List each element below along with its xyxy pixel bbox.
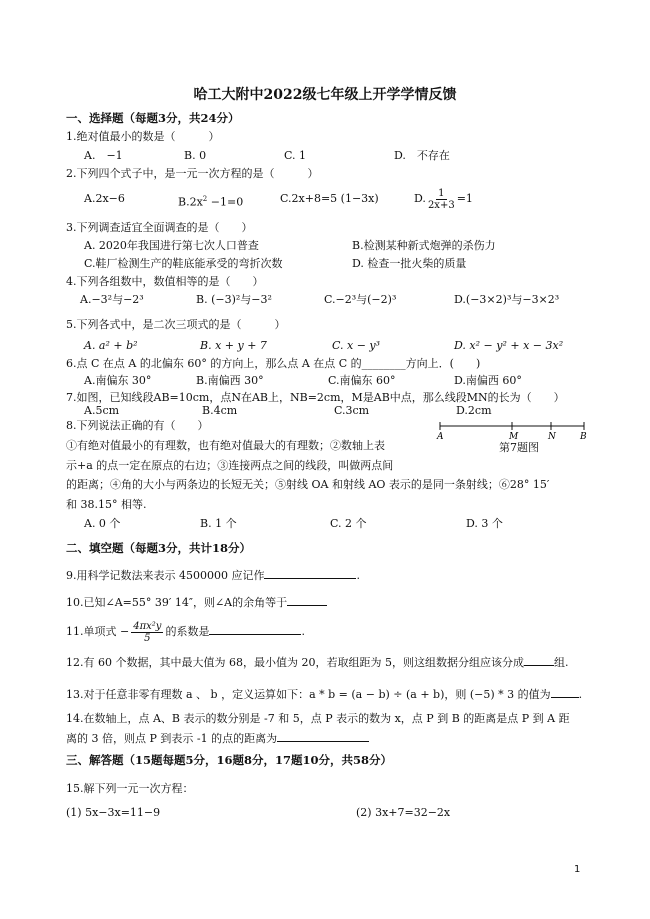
q5-option-b: B. x + y + 7 xyxy=(200,339,267,352)
q1-stem: 1.绝对值最小的数是（ ） xyxy=(66,130,220,143)
q7-option-a: A.5cm xyxy=(84,404,120,417)
label-n: N xyxy=(548,432,556,442)
q8-option-d: D. 3 个 xyxy=(466,517,503,530)
q15-part-2: (2) 3x+7=32−2x xyxy=(356,806,451,819)
q2-stem: 2.下列四个式子中，是一元一次方程的是（ ） xyxy=(66,167,319,180)
q11: 11.单项式 − $\frac{\text{4πx²y}}{5}$ 的系数是 . xyxy=(66,620,305,644)
page-number: 1 xyxy=(574,864,581,875)
q7-option-d: D.2cm xyxy=(456,404,492,417)
q6-stem: 6.点 C 在点 A 的北偏东 60° 的方向上，那么点 A 在点 C 的________方向上．( ) xyxy=(66,357,481,370)
q1-option-d: D. 不存在 xyxy=(394,149,450,162)
q2-option-a: A.2x−6 xyxy=(84,192,125,205)
q9-answer-blank[interactable] xyxy=(264,567,356,579)
q2-option-c: C.2x+8=5 (1−3x) xyxy=(280,192,379,205)
q14-line-1: 14.在数轴上，点 A、B 表示的数分别是 -7 和 5，点 P 表示的数为 x，点 P 到 B 的距离是点 P 到 A 距 xyxy=(66,712,570,725)
q8-option-b: B. 1 个 xyxy=(200,517,237,530)
figure-7-segment xyxy=(432,416,592,462)
q4-stem: 4.下列各组数中，数值相等的是（ ） xyxy=(66,275,264,288)
q6-option-a: A.南偏东 30° xyxy=(84,374,152,387)
q8-stem: 8.下列说法正确的有（ ） xyxy=(66,419,209,432)
q7-option-c: C.3cm xyxy=(334,404,370,417)
q2-option-d: D. $\frac{1}{2x+3}$ =1 xyxy=(414,187,473,211)
q13: 13.对于任意非零有理数 a 、 b ，定义运算如下：a * b = (a − b) ÷ (a + b)，则 (−5) * 3 的值为 . xyxy=(66,688,583,701)
q9: 9.用科学记数法来表示 4500000 应记作 . xyxy=(66,569,360,582)
q5-option-a: A. a² + b² xyxy=(84,339,138,352)
q2-fraction: $\frac{1}{2x+3}$ xyxy=(427,187,455,211)
q3-option-a: A. 2020年我国进行第七次人口普查 xyxy=(84,239,259,252)
q8-line-3: 的距离；④角的大小与两条边的长短无关；⑤射线 OA 和射线 AO 表示的是同一条射线；⑥28° 15′ xyxy=(66,478,550,491)
q6-option-c: C.南偏东 60° xyxy=(328,374,396,387)
q15-stem: 15.解下列一元一次方程： xyxy=(66,782,194,795)
q6-option-d: D.南偏西 60° xyxy=(454,374,522,387)
q7-stem: 7.如图，已知线段AB=10cm，点N在AB上，NB=2cm，M是AB中点，那么线段MN的长为（ ） xyxy=(66,391,565,404)
q11-fraction: $\frac{\text{4πx²y}}{5}$ xyxy=(133,620,162,644)
q8-line-1: ①有绝对值最小的有理数，也有绝对值最大的有理数；②数轴上表 xyxy=(66,439,385,452)
q6-option-b: B.南偏西 30° xyxy=(196,374,264,387)
q5-stem: 5.下列各式中，是二次三项式的是（ ） xyxy=(66,318,286,331)
q10-answer-blank[interactable] xyxy=(287,594,327,606)
q14-line-2: 离的 3 倍，则点 P 到表示 -1 的点的距离为 xyxy=(66,730,369,746)
q11-answer-blank[interactable] xyxy=(209,623,301,635)
section-3-heading: 三、解答题（15题每题5分，16题8分，17题10分，共58分） xyxy=(66,753,393,767)
q8-line-4: 和 38.15° 相等. xyxy=(66,498,147,511)
q13-answer-blank[interactable] xyxy=(551,686,579,698)
q2-option-b: $B.2x^2 -1=0$ xyxy=(178,195,244,209)
q7-option-b: B.4cm xyxy=(202,404,238,417)
q12: 12.有 60 个数据，其中最大值为 68，最小值为 20，若取组距为 5，则这组数据分组应该分成 组. xyxy=(66,656,569,669)
q1-option-a: A. −1 xyxy=(84,149,123,162)
q5-option-c: C. x − y³ xyxy=(332,339,381,352)
q1-option-c: C. 1 xyxy=(284,149,307,162)
label-m: M xyxy=(509,432,519,442)
q4-option-d: D.(−3×2)³与−3×2³ xyxy=(454,293,560,306)
figure-7-caption: 第7题图 xyxy=(499,441,539,454)
q8-option-c: C. 2 个 xyxy=(330,517,367,530)
q10: 10.已知∠A=55° 39′ 14″，则∠A的余角等于 xyxy=(66,594,327,610)
q4-option-a: A.−3²与−2³ xyxy=(80,293,144,306)
q3-option-d: D. 检查一批火柴的质量 xyxy=(352,257,467,270)
section-2-heading: 二、填空题（每题3分，共计18分） xyxy=(66,541,252,555)
q3-stem: 3.下列调查适宜全面调查的是（ ） xyxy=(66,221,253,234)
q8-option-a: A. 0 个 xyxy=(84,517,121,530)
q15-part-1: (1) 5x−3x=11−9 xyxy=(66,806,161,819)
q4-option-c: C.−2³与(−2)³ xyxy=(324,293,397,306)
label-b: B xyxy=(580,432,587,442)
q3-option-b: B.检测某种新式炮弹的杀伤力 xyxy=(352,239,496,252)
q12-answer-blank[interactable] xyxy=(524,654,554,666)
label-a: A xyxy=(437,432,444,442)
q1-option-b: B. 0 xyxy=(184,149,207,162)
q5-option-d: D. x² − y² + x − 3x² xyxy=(454,339,564,352)
q14-answer-blank[interactable] xyxy=(277,730,369,742)
section-1-heading: 一、选择题（每题3分，共24分） xyxy=(66,111,240,125)
q8-line-2: 示+a 的点一定在原点的右边；③连接两点之间的线段，叫做两点间 xyxy=(66,459,394,472)
q4-option-b: B. (−3)²与−3² xyxy=(196,293,272,306)
page-title: 哈工大附中2022级七年级上开学学情反馈 xyxy=(193,87,457,103)
q3-option-c: C.鞋厂检测生产的鞋底能承受的弯折次数 xyxy=(84,257,283,270)
